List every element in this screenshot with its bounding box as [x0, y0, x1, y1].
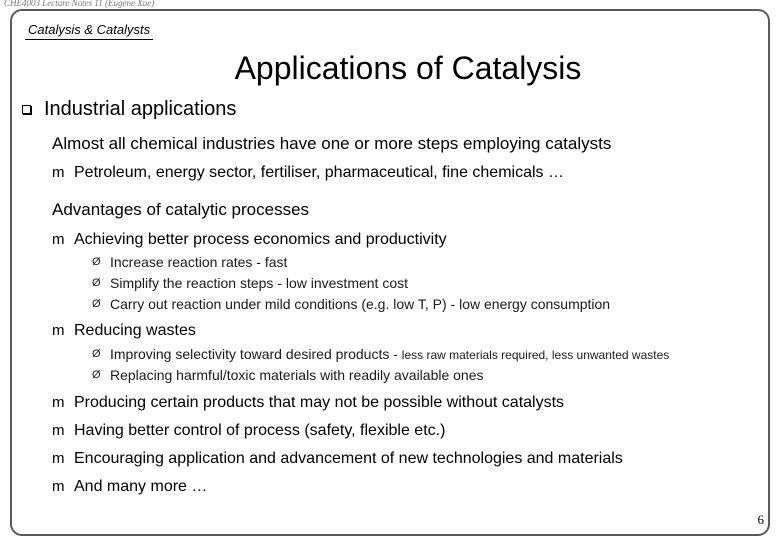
subitem-text: Replacing harmful/toxic materials with readily available ones — [110, 367, 484, 383]
round-bullet-icon: m — [52, 422, 65, 439]
wastes-label: Reducing wastes — [74, 322, 196, 339]
advantages-heading: Advantages of catalytic processes — [52, 200, 310, 219]
sectors-text: Petroleum, energy sector, fertiliser, pharmaceutical, fine chemicals … — [74, 164, 564, 181]
heading-text: Industrial applications — [44, 98, 237, 120]
arrow-bullet-icon: Ø — [92, 277, 101, 289]
advantage-text: Encouraging application and advancement of new technologies and materials — [74, 450, 623, 467]
arrow-bullet-icon: Ø — [92, 298, 101, 310]
square-bullet-icon — [22, 105, 31, 114]
page-number: 6 — [757, 512, 764, 527]
economics-label: Achieving better process economics and productivity — [74, 231, 447, 248]
round-bullet-icon: m — [52, 478, 65, 495]
arrow-bullet-icon: Ø — [92, 369, 101, 381]
subitem-small-text: less raw materials required, less unwanted wastes — [401, 348, 670, 362]
subitem-text — [110, 345, 669, 364]
subitem-text: Carry out reaction under mild conditions (e.g. low T, P) - low energy consumption — [110, 296, 611, 312]
round-bullet-icon: m — [52, 231, 65, 248]
section-tag: Catalysis & Catalysts — [25, 22, 153, 40]
round-bullet-icon: m — [52, 394, 65, 411]
advantage-text: Having better control of process (safety, flexible etc.) — [74, 422, 446, 439]
advantage-text: Producing certain products that may not be possible without catalysts — [74, 394, 565, 411]
arrow-bullet-icon: Ø — [92, 348, 101, 360]
round-bullet-icon: m — [52, 164, 65, 181]
subitem-text: Simplify the reaction steps - low investment cost — [110, 275, 409, 291]
subitem-main-text: Improving selectivity toward desired products - — [110, 346, 402, 362]
advantage-text: And many more … — [74, 478, 208, 495]
slide-title: Applications of Catalysis — [234, 50, 582, 86]
arrow-bullet-icon: Ø — [92, 256, 101, 268]
round-bullet-icon: m — [52, 322, 65, 339]
subitem-text: Increase reaction rates - fast — [110, 254, 288, 270]
industry-statement: Almost all chemical industries have one or more steps employing catalysts — [52, 134, 612, 153]
round-bullet-icon: m — [52, 450, 65, 467]
lecture-header-note: CHE4003 Lecture Notes 11 (Eugene Xue) — [4, 0, 155, 8]
